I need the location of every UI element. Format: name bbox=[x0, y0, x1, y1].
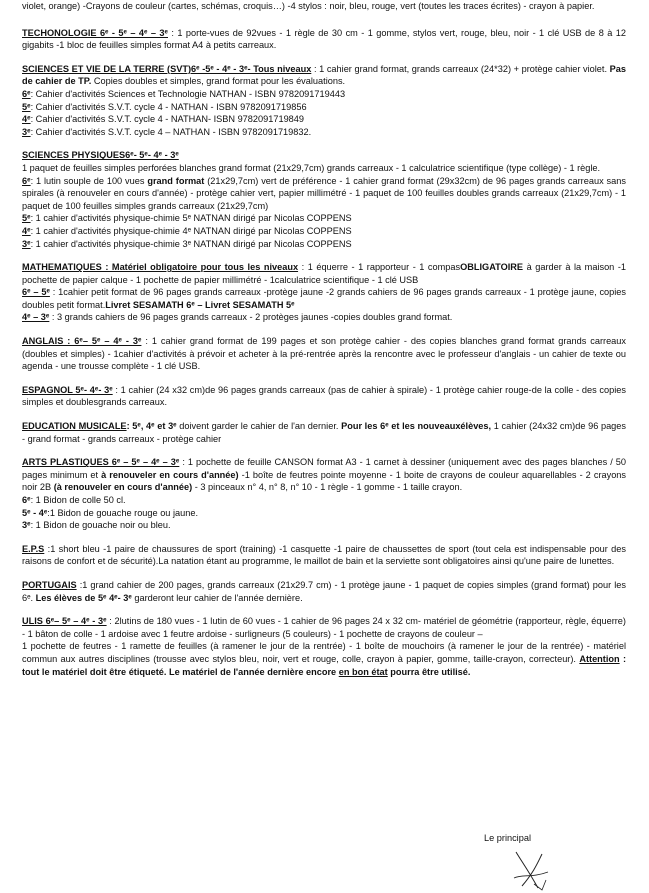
section-text: doivent garder le cahier de l'an dernier. bbox=[179, 421, 339, 432]
section-text: : 1 cahier (24 x32 cm)de 96 pages grands carreaux (pas de cahier à spirale) - 1 protège cahier rouge-de la colle - des copies simples et doublesgrands carreaux. bbox=[22, 384, 626, 408]
level-item bbox=[22, 519, 626, 532]
section-text: : 2lutins de 180 vues - 1 lutin de 60 vues - 1 cahier de 96 pages 24 x 32 cm- matériel de géométrie (rapporteur, règle, équerre) - 1 bâton de colle - 1 ardoise avec 1 feutre ardoise - surligneurs (5 couleurs) - 1 pochette de crayons de couleur – bbox=[22, 616, 626, 639]
section-eps bbox=[22, 543, 626, 568]
level-emphasis: Livret SESAMATH 6ᵉ – Livret SESAMATH 5ᵉ bbox=[105, 299, 295, 310]
level-item bbox=[22, 113, 626, 126]
attention-label: Attention bbox=[579, 653, 620, 664]
signature-label: Le principal bbox=[484, 833, 531, 843]
section-text: à garder à la maison -1 pochette de papier calque - 1 pochette de papier millimétré - 1calculatrice scientifique - 1 clé USB bbox=[22, 262, 626, 285]
level-text: : Cahier d'activités Sciences et Technologie NATHAN - ISBN 9782091719443 bbox=[30, 88, 346, 99]
section-text: :1 short bleu -1 paire de chaussures de sport (training) -1 casquette -1 paire de chaussettes de sport (tout cela est indispensable pour des raisons de confort et de sécurité).La natation étant au programme, le maillot de bain et la serviette sont obligatoires ainsi qu'une paire de lunettes. bbox=[22, 543, 626, 567]
level-text: : Cahier d'activités S.V.T. cycle 4 – NATHAN - ISBN 9782091719832. bbox=[30, 126, 312, 137]
section-title: PORTUGAIS bbox=[22, 579, 77, 590]
section-title: TECHONOLOGIE 6ᵉ - 5ᵉ – 4ᵉ – 3ᵉ bbox=[22, 27, 168, 38]
section-arts-plastiques bbox=[22, 456, 626, 532]
section-text: 1 pochette de feutres - 1 ramette de feuilles (à ramener le jour de la rentrée) - 1 boîte de mouchoirs (à ramener le jour de la rentrée) - matériel commun aux autres disciplines (trousse avec stylos bleu, noir, vert et rouge, colle, crayon à papier, gomme, taille-crayon, correcteur). bbox=[22, 641, 626, 664]
level-label: 4ᵉ bbox=[22, 114, 31, 125]
section-text: : 1 pochette de feuille CANSON format A3 - 1 carnet à dessiner (uniquement avec des pages blanches / 50 pages minimum et bbox=[22, 457, 627, 480]
level-item bbox=[22, 286, 626, 311]
level-label: 6ᵉ – 5ᵉ bbox=[22, 287, 50, 298]
section-emphasis: Pour les 6ᵉ et les nouveauxélèves, bbox=[341, 421, 492, 432]
level-text: : 1 cahier d'activités physique-chimie 5ᵉ NATNAN dirigé par Nicolas COPPENS bbox=[30, 213, 352, 224]
level-emphasis: grand format bbox=[147, 175, 205, 186]
level-text: : 1 Bidon de gouache noir ou bleu. bbox=[30, 520, 171, 531]
level-item bbox=[22, 212, 626, 225]
section-title: SCIENCES PHYSIQUES6ᵉ- 5ᵉ- 4ᵉ - 3ᵉ bbox=[22, 150, 179, 161]
level-label: 4ᵉ – 3ᵉ bbox=[22, 312, 50, 323]
attention-highlight: en bon état bbox=[338, 666, 388, 677]
section-text: : 1 cahier grand format de 199 pages et son protège cahier - des copies blanches grand format grands carreaux (doubles et simples) - 1cahier d'activités à prévoir et acheter à la pré-rentrée après la rencontre avec le professeur d'anglais - un cahier de texte ou agenda - une trousse complète - 1 clé USB. bbox=[22, 336, 626, 372]
intro-paragraph bbox=[22, 0, 626, 13]
section-education-musicale bbox=[22, 420, 626, 445]
section-text-block bbox=[22, 640, 626, 678]
section-emphasis: Pas de cahier de TP. bbox=[22, 63, 627, 87]
section-text: - 3 pinceaux n° 4, n° 8, n° 10 - 1 règle - 1 gomme - 1 taille crayon. bbox=[194, 482, 463, 493]
section-text: garderont leur cahier de l'année dernière. bbox=[134, 592, 303, 603]
section-emphasis: : 5ᵉ, 4ᵉ et 3ᵉ bbox=[126, 421, 177, 432]
section-title: ESPAGNOL 5ᵉ- 4ᵉ- 3ᵉ bbox=[22, 384, 113, 395]
section-text: 1 cahier (24x32 cm)de 96 pages - grand format - grands carreaux - protège cahier bbox=[22, 421, 626, 444]
section-text: : 1 cahier grand format, grands carreaux (24*32) + protège cahier violet. bbox=[313, 63, 608, 74]
level-text: : 1 lutin souple de 100 vues bbox=[30, 175, 145, 186]
level-label: 5ᵉ bbox=[22, 101, 31, 112]
level-label: 3ᵉ bbox=[22, 126, 31, 137]
level-text: : Cahier d'activités S.V.T. cycle 4 - NATHAN - ISBN 9782091719856 bbox=[30, 101, 307, 112]
attention-text-end: pourra être utilisé. bbox=[390, 666, 471, 677]
level-text: : 1 cahier d'activités physique-chimie 4ᵉ NATNAN dirigé par Nicolas COPPENS bbox=[30, 225, 352, 236]
section-text: :1 grand cahier de 200 pages, grands carreaux (21x29.7 cm) - 1 protège jaune - 1 paquet de copies simples (grand format) pour les 6ᵉ. bbox=[22, 579, 626, 603]
section-text: 1 paquet de feuilles simples perforées blanches grand format (21x29,7cm) grands carreaux - 1 calculatrice scientifique (type collège) - 1 règle. bbox=[22, 162, 601, 173]
section-mathematiques bbox=[22, 261, 626, 324]
section-espagnol bbox=[22, 384, 626, 409]
level-text: : Cahier d'activités S.V.T. cycle 4 - NATHAN- ISBN 9782091719849 bbox=[30, 114, 305, 125]
level-label: 6ᵉ bbox=[22, 88, 31, 99]
level-text: : 1 cahier d'activités physique-chimie 3ᵉ NATNAN dirigé par Nicolas COPPENS bbox=[30, 238, 352, 249]
level-text: : 3 grands cahiers de 96 pages grands carreaux - 2 protèges jaunes -copies doubles grand format. bbox=[51, 312, 453, 323]
level-text: : 1cahier petit format de 96 pages grands carreaux -protège jaune -2 grands cahiers de 96 pages grands carreaux - 1 protège jaune, copies doubles petit format. bbox=[22, 287, 627, 310]
level-label: 6ᵉ bbox=[22, 495, 31, 505]
level-item bbox=[22, 507, 626, 520]
signature-mark bbox=[508, 848, 556, 892]
section-emphasis: Les élèves de 5ᵉ 4ᵉ- 3ᵉ bbox=[35, 592, 132, 603]
section-ulis bbox=[22, 615, 626, 678]
section-text: Copies doubles et simples, grand format pour les évaluations. bbox=[93, 76, 346, 87]
section-technologie bbox=[22, 27, 626, 52]
level-item bbox=[22, 175, 626, 213]
section-emphasis: à renouveler en cours d'année) bbox=[101, 469, 239, 480]
level-text: : 1 Bidon de colle 50 cl. bbox=[30, 495, 126, 505]
level-label: 3ᵉ bbox=[22, 520, 31, 531]
section-text: -1 boîte de feutres pointe moyenne - 1 boite de crayons de couleur aquarellables - 2 crayons noir 2B bbox=[22, 469, 627, 493]
level-label: 5ᵉ - 4ᵉ bbox=[22, 507, 48, 518]
section-anglais bbox=[22, 335, 626, 373]
section-title: MATHEMATIQUES : Matériel obligatoire pour tous les niveaux bbox=[22, 262, 299, 273]
level-text: (21x29,7cm) vert de préférence - 1 cahier grand format (29x32cm) de 96 pages grands carreaux sans spirales (à renouveler en cours d'année) - protège cahier vert, papier millimétré - 1 paquet de 100 feuilles doubles grands carreaux (21x29,7cm) - 1 paquet de 100 feuilles simples grands carreaux (21x29,7cm) bbox=[22, 175, 626, 211]
level-item bbox=[22, 101, 626, 114]
level-item bbox=[22, 238, 626, 251]
level-item bbox=[22, 225, 626, 238]
level-label: 6ᵉ bbox=[22, 175, 31, 186]
level-text: :1 Bidon de gouache rouge ou jaune. bbox=[47, 507, 198, 518]
supply-list bbox=[22, 0, 626, 689]
intro-text: violet, orange) -Crayons de couleur (cartes, schémas, croquis…) -4 stylos : noir, bleu, rouge, vert (toutes les traces écrites) - crayon à papier. bbox=[22, 1, 595, 11]
level-item bbox=[22, 311, 626, 324]
section-text: : 1 équerre - 1 rapporteur - 1 compas bbox=[301, 262, 461, 273]
section-text: : 1 porte-vues de 92vues - 1 règle de 30 cm - 1 gomme, stylos vert, rouge, bleu, noir - 1 clé USB de 8 à 12 gigabits -1 bloc de feuilles simples format A4 à petits carreaux. bbox=[22, 27, 626, 51]
level-item bbox=[22, 126, 626, 139]
section-title: ANGLAIS : 6ᵉ– 5ᵉ – 4ᵉ - 3ᵉ bbox=[22, 336, 142, 347]
section-title: EDUCATION MUSICALE bbox=[22, 421, 127, 432]
level-label: 4ᵉ bbox=[22, 225, 31, 236]
section-title: ARTS PLASTIQUES 6ᵉ – 5ᵉ – 4ᵉ – 3ᵉ bbox=[22, 457, 180, 468]
level-label: 3ᵉ bbox=[22, 238, 31, 249]
attention-text: : tout le matériel doit être étiqueté. Le matériel de l'année dernière encore bbox=[22, 653, 627, 677]
section-svt bbox=[22, 63, 626, 139]
section-portugais bbox=[22, 579, 626, 604]
level-label: 5ᵉ bbox=[22, 213, 31, 224]
level-item bbox=[22, 494, 626, 507]
section-emphasis: OBLIGATOIRE bbox=[460, 262, 524, 273]
section-title: ULIS 6ᵉ– 5ᵉ – 4ᵉ - 3ᵉ bbox=[22, 616, 107, 627]
section-emphasis: (à renouveler en cours d'année) bbox=[53, 482, 193, 493]
section-title: E.P.S bbox=[22, 543, 45, 554]
section-sciences-physiques bbox=[22, 149, 626, 250]
level-item bbox=[22, 88, 626, 101]
section-title: SCIENCES ET VIE DE LA TERRE (SVT)6ᵉ -5ᵉ - 4ᵉ - 3ᵉ- Tous niveaux bbox=[22, 63, 312, 74]
